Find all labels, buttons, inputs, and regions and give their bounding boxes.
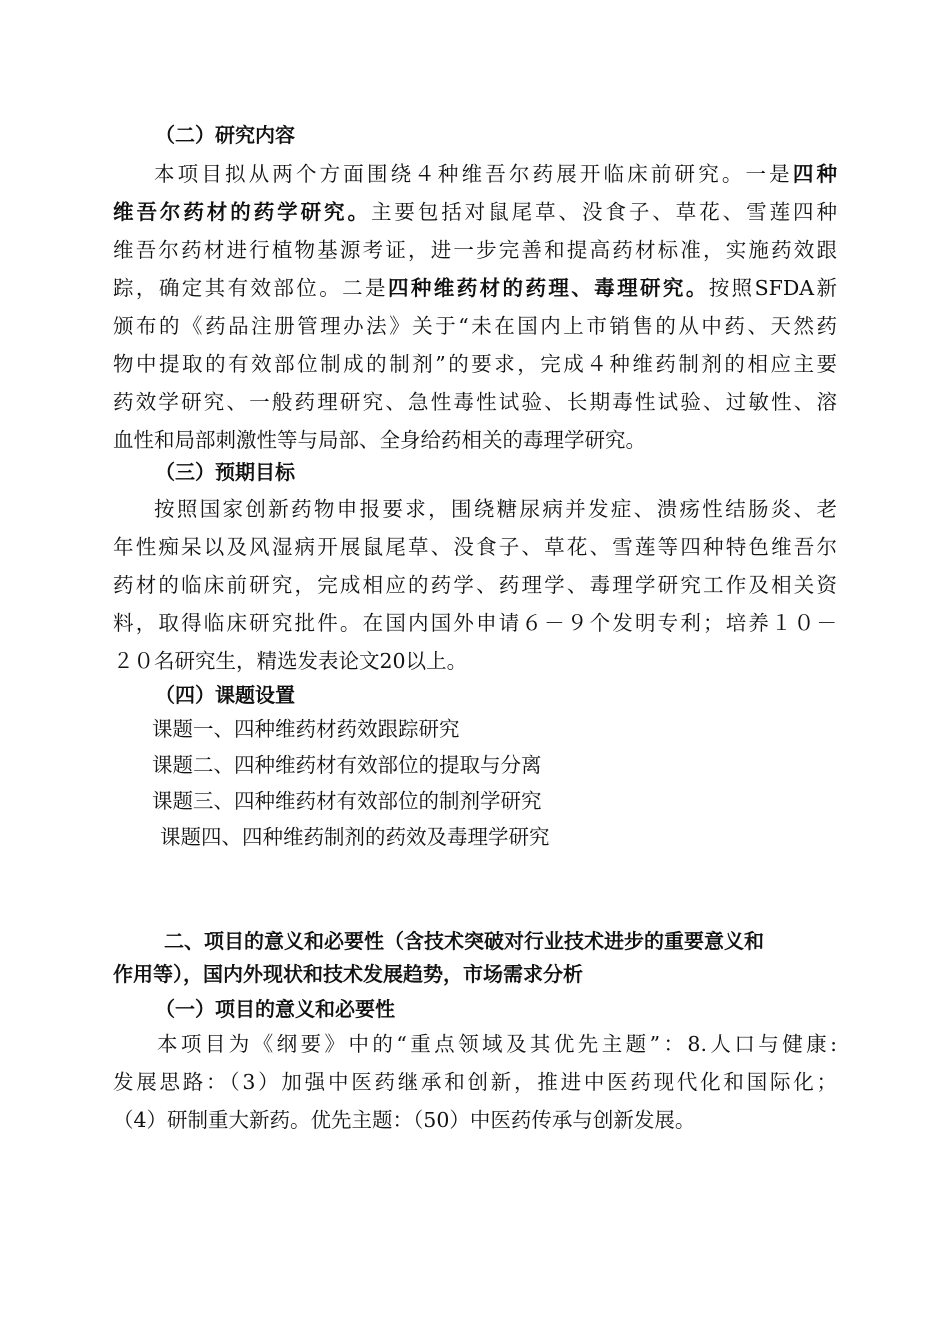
paragraph-line: 血性和局部刺激性等与局部、全身给药相关的毒理学研究。: [113, 428, 646, 452]
paragraph-line: 药效学研究、一般药理研究、急性毒性试验、长期毒性试验、过敏性、溶: [113, 390, 837, 414]
paragraph-line: 年性痴呆以及风湿病开展鼠尾草、没食子、草花、雪莲等四种特色维吾尔: [113, 535, 837, 559]
paragraph-line: 本项目为《纲要》中的“重点领域及其优先主题”：8.人口与健康:: [157, 1032, 837, 1056]
paragraph-line: 料，取得临床研究批件。在国内国外申请６－９个发明专利；培养１０－: [113, 611, 837, 635]
paragraph-line: 本项目拟从两个方面围绕４种维吾尔药展开临床前研究。一是四种: [154, 162, 837, 186]
list-item: 课题三、四种维药材有效部位的制剂学研究: [152, 789, 542, 813]
chapter-title-line-1: 二、项目的意义和必要性（含技术突破对行业技术进步的重要意义和: [164, 929, 764, 953]
paragraph-line: 维吾尔药材的药学研究。主要包括对鼠尾草、没食子、草花、雪莲四种: [113, 200, 837, 224]
list-item: 课题一、四种维药材药效跟踪研究: [152, 717, 460, 741]
paragraph-line: ２０名研究生，精选发表论文20以上。: [113, 649, 468, 673]
heading-topic-settings: （四）课题设置: [155, 683, 295, 707]
chapter-title-line-2: 作用等），国内外现状和技术发展趋势，市场需求分析: [113, 962, 583, 986]
heading-research-content: （二）研究内容: [155, 123, 295, 147]
paragraph-line: 颁布的《药品注册管理办法》关于“未在国内上市销售的从中药、天然药: [113, 314, 837, 338]
paragraph-line: 药材的临床前研究，完成相应的药学、药理学、毒理学研究工作及相关资: [113, 573, 837, 597]
paragraph-line: 踪，确定其有效部位。二是四种维药材的药理、毒理研究。按照SFDA新: [113, 276, 837, 300]
paragraph-line: （4）研制重大新药。优先主题：（50）中医药传承与创新发展。: [113, 1108, 696, 1132]
paragraph-line: 维吾尔药材进行植物基源考证，进一步完善和提高药材标准，实施药效跟: [113, 238, 837, 262]
paragraph-line: 物中提取的有效部位制成的制剂”的要求，完成４种维药制剂的相应主要: [113, 352, 837, 376]
paragraph-line: 按照国家创新药物申报要求，围绕糖尿病并发症、溃疡性结肠炎、老: [154, 497, 837, 521]
heading-significance: （一）项目的意义和必要性: [155, 997, 395, 1021]
list-item: 课题二、四种维药材有效部位的提取与分离: [152, 753, 542, 777]
paragraph-line: 发展思路：（3）加强中医药继承和创新，推进中医药现代化和国际化；: [113, 1070, 837, 1094]
list-item: 课题四、四种维药制剂的药效及毒理学研究: [160, 825, 550, 849]
heading-expected-goals: （三）预期目标: [155, 460, 295, 484]
